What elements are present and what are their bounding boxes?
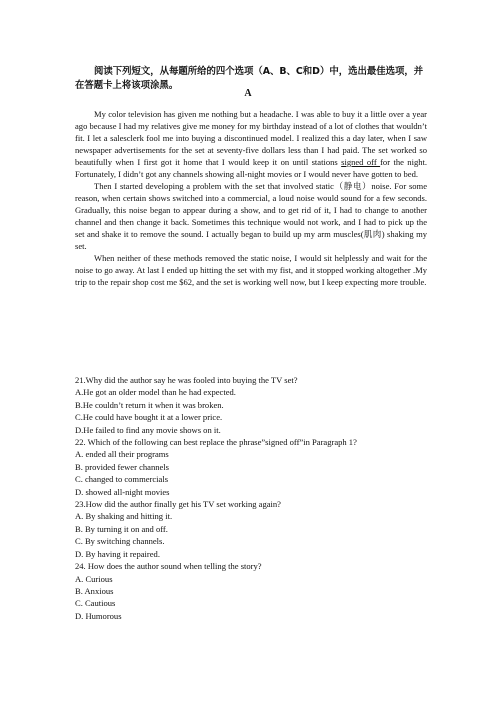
answer-option: D. Humorous — [75, 610, 122, 621]
question-list — [75, 374, 427, 622]
question-stem: 21.Why did the author say he was fooled into buying the TV set? — [75, 375, 298, 385]
reading-passage — [75, 108, 427, 288]
paragraph-1-text-start: My color television has given me nothing but a headache. I was able to buy it a little over a year ago because I had my relatives give me money for my birthday instead of a lot of clothes that wouldn’t fit. I let a salesclerk fool me into buying a discontinued model. I realized this a day later, when I saw newspaper advertisements for the set at seventy-five dollars less than I had paid. The set worked so beautifully when I first got it home that I would keep it on until stations — [75, 109, 427, 167]
section-title: A — [244, 88, 252, 99]
question-stem: 23.How did the author finally get his TV set working again? — [75, 499, 281, 510]
answer-option: C. Cautious — [75, 598, 116, 609]
paragraph-1-text-end: for the night. Fortunately, I didn’t got any channels showing all-night movies or I would never have gotten to bed. — [75, 157, 428, 179]
answer-option: B. Anxious — [75, 585, 114, 596]
answer-option: D. By having it repaired. — [75, 548, 160, 559]
passage-paragraph-2: Then I started developing a problem with the set that involved static（静电）noise. For some reason, when certain shows switched into a commercial, a loud noise would sound for a few seconds. Gradually, this noise began to appear during a show, and to get rid of it, I had to change to another channel and then change it back. Sometimes this technique would not work, and I had to pick up the set and shake it to remove the sound. I actually began to build up my arm muscles(肌肉) shaking my set. — [75, 181, 427, 251]
question-22 — [75, 436, 427, 498]
answer-option: B. provided fewer channels — [75, 461, 169, 472]
answer-option: A. By shaking and hitting it. — [75, 511, 173, 522]
answer-option: C. By switching channels. — [75, 536, 165, 547]
answer-option: B.He couldn’t return it when it was broken. — [75, 399, 224, 410]
instructions-text: 阅读下列短文，从每题所给的四个选项（A、B、C和D）中，选出最佳选项，并在答题卡上将该项涂黑。 — [75, 66, 424, 91]
answer-option: C.He could have bought it at a lower price. — [75, 412, 223, 423]
answer-option: D. showed all-night movies — [75, 486, 170, 497]
answer-option: B. By turning it on and off. — [75, 523, 168, 534]
answer-option: A.He got an older model than he had expected. — [75, 387, 236, 398]
answer-option: A. ended all their programs — [75, 449, 169, 460]
passage-paragraph-3: When neither of these methods removed the static noise, I would sit helplessly and wait for the noise to go away. At last I ended up hitting the set with my fist, and it stopped working altogether .My trip to the repair shop cost me $62, and the set is working well now, but I keep expecting more trouble. — [75, 253, 427, 287]
question-21 — [75, 374, 427, 436]
passage-paragraph-1 — [75, 108, 427, 180]
answer-option: A. Curious — [75, 573, 113, 584]
answer-option: D.He failed to find any movie shows on it. — [75, 424, 221, 435]
question-stem: 24. How does the author sound when telling the story? — [75, 561, 262, 572]
answer-option: C. changed to commercials — [75, 474, 169, 485]
question-23 — [75, 498, 427, 560]
question-stem: 22. Which of the following can best replace the phrase”signed off”in Paragraph 1? — [75, 437, 357, 448]
underlined-phrase: signed off — [341, 157, 381, 167]
question-24 — [75, 560, 427, 622]
